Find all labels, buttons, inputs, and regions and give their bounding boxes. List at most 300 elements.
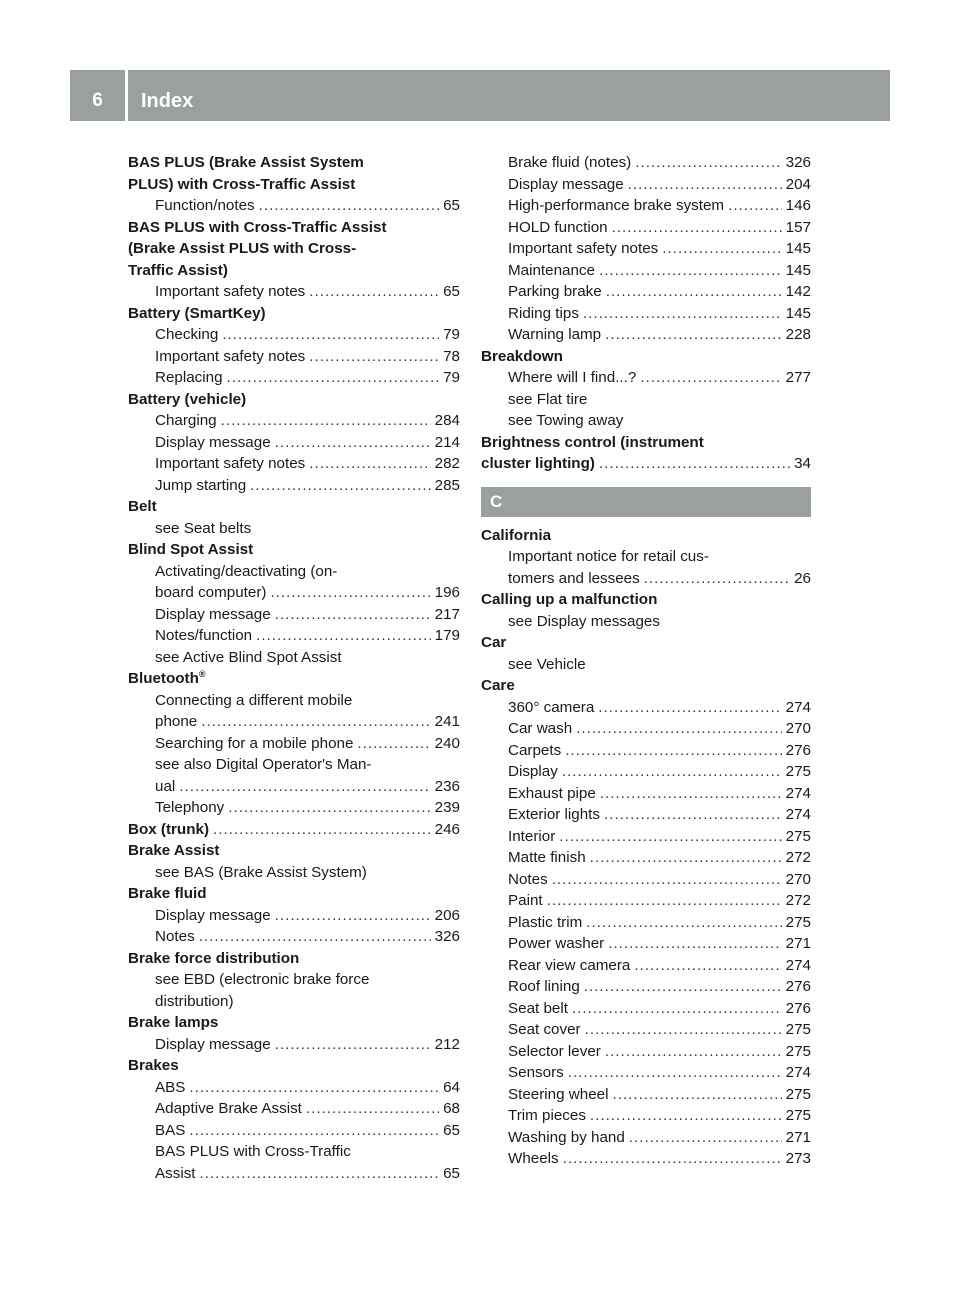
- index-entry: [128, 926, 460, 948]
- index-entry: [481, 238, 811, 260]
- index-heading-text: Calling up a malfunction: [481, 591, 658, 608]
- leader-dots: [590, 847, 782, 869]
- index-heading: [128, 840, 460, 862]
- page-reference: 271: [785, 935, 811, 952]
- leader-dots: [568, 1062, 782, 1084]
- index-entry-text: Sensors: [508, 1064, 564, 1081]
- page-header: [70, 70, 890, 121]
- index-subentry-text: distribution): [155, 992, 234, 1010]
- page-reference: 275: [785, 1021, 811, 1038]
- index-entry: [128, 1077, 460, 1099]
- page-reference: 79: [443, 326, 460, 343]
- index-entry-text: Maintenance: [508, 261, 595, 279]
- leader-dots: [644, 568, 790, 590]
- page-reference: 275: [785, 1042, 811, 1060]
- index-entry: [481, 324, 811, 346]
- index-entry: [481, 1062, 811, 1084]
- index-entry-text: Display message: [508, 175, 624, 193]
- page-reference: 142: [785, 283, 811, 300]
- index-subentry: [481, 546, 811, 568]
- leader-dots: [565, 740, 781, 762]
- index-subentry-text: see EBD (electronic brake force: [155, 971, 370, 988]
- leader-dots: [635, 152, 781, 174]
- index-entry-text: Trim pieces: [508, 1107, 586, 1124]
- leader-dots: [275, 604, 431, 626]
- index-entry: [481, 761, 811, 783]
- index-entry-text: Charging: [155, 412, 217, 429]
- index-entry-text: Plastic trim: [508, 913, 583, 931]
- index-entry-text: Notes/function: [155, 627, 253, 644]
- index-entry-text: Display message: [155, 906, 271, 924]
- index-entry-text: High-performance brake system: [508, 197, 725, 214]
- leader-dots: [270, 582, 430, 604]
- leader-dots: [605, 1041, 782, 1063]
- index-entry-text: Selector lever: [508, 1042, 601, 1060]
- index-entry: [481, 933, 811, 955]
- index-entry: [128, 1098, 460, 1120]
- index-heading: [481, 632, 811, 654]
- leader-dots: [309, 346, 439, 368]
- leader-dots: [189, 1120, 439, 1142]
- page-reference: 157: [785, 218, 811, 236]
- index-entry-text: Wheels: [508, 1150, 559, 1167]
- index-heading: [128, 152, 460, 174]
- leader-dots: [563, 1148, 782, 1170]
- leader-dots: [629, 1127, 782, 1149]
- index-heading: [128, 496, 460, 518]
- index-entry-text: Rear view camera: [508, 956, 631, 974]
- leader-dots: [213, 819, 431, 841]
- index-subentry: [481, 389, 811, 411]
- page-reference: 78: [443, 347, 460, 365]
- leader-dots: [598, 697, 781, 719]
- index-entry: [481, 1041, 811, 1063]
- index-heading: [481, 432, 811, 454]
- leader-dots: [586, 912, 781, 934]
- index-heading-text: Battery (SmartKey): [128, 304, 266, 322]
- index-entry-text: Notes: [508, 870, 548, 888]
- page-reference: 246: [434, 820, 460, 838]
- index-heading: [481, 346, 811, 368]
- page-number: 6: [92, 90, 103, 111]
- index-entry: [128, 582, 460, 604]
- leader-dots: [200, 1163, 440, 1185]
- page-reference: 65: [443, 1164, 460, 1182]
- leader-dots: [608, 933, 781, 955]
- leader-dots: [222, 324, 439, 346]
- index-entry: [128, 905, 460, 927]
- index-entry: [128, 324, 460, 346]
- leader-dots: [275, 432, 431, 454]
- index-heading: [481, 675, 811, 697]
- index-entry-text: Exterior lights: [508, 806, 601, 823]
- page-reference: 64: [443, 1078, 460, 1096]
- leader-dots: [559, 826, 781, 848]
- index-heading-text: (Brake Assist PLUS with Cross-: [128, 240, 357, 257]
- index-heading-text: BAS PLUS (Brake Assist System: [128, 154, 364, 171]
- index-heading-text: Brakes: [128, 1057, 179, 1074]
- index-heading-text: PLUS) with Cross-Traffic Assist: [128, 175, 356, 193]
- index-heading-text: Brake fluid: [128, 885, 207, 902]
- leader-dots: [640, 367, 781, 389]
- index-heading-entry: [128, 819, 460, 841]
- index-entry: [128, 346, 460, 368]
- leader-dots: [201, 711, 430, 733]
- index-subentry-text: Activating/deactivating (on-: [155, 562, 338, 580]
- index-subentry-text: see Active Blind Spot Assist: [155, 648, 342, 666]
- index-heading: [128, 217, 460, 239]
- page-reference: 179: [434, 627, 460, 644]
- page-reference: 214: [434, 433, 460, 451]
- index-heading: [128, 883, 460, 905]
- index-entry: [128, 776, 460, 798]
- index-entry: [481, 1105, 811, 1127]
- index-entry: [481, 998, 811, 1020]
- index-entry-text: Matte finish: [508, 849, 586, 866]
- index-heading: [481, 589, 811, 611]
- leader-dots: [576, 718, 782, 740]
- index-entry: [128, 1034, 460, 1056]
- page-reference: 326: [434, 928, 460, 945]
- index-heading: [128, 260, 460, 282]
- index-entry: [128, 1163, 460, 1185]
- index-entry: [481, 281, 811, 303]
- page-reference: 79: [443, 369, 460, 386]
- page-reference: 272: [785, 849, 811, 866]
- index-heading-entry: [481, 453, 811, 475]
- page-reference: 145: [785, 304, 811, 322]
- index-subentry-text: see also Digital Operator's Man-: [155, 756, 372, 773]
- index-heading: [128, 539, 460, 561]
- index-heading-text: Brightness control (instrument: [481, 433, 704, 451]
- header-divider: [125, 70, 128, 121]
- leader-dots: [562, 761, 782, 783]
- index-entry-text: Display: [508, 763, 558, 780]
- leader-dots: [256, 625, 431, 647]
- index-entry-text: Interior: [508, 827, 556, 845]
- page-reference: 276: [785, 999, 811, 1017]
- index-heading-text: Battery (vehicle): [128, 390, 247, 408]
- index-entry-text: ual: [155, 777, 176, 795]
- page-reference: 274: [785, 784, 811, 802]
- index-entry-text: Jump starting: [155, 476, 247, 494]
- index-heading: [128, 948, 460, 970]
- index-entry: [128, 432, 460, 454]
- index-entry-text: Seat cover: [508, 1021, 581, 1038]
- index-entry: [128, 733, 460, 755]
- page-reference: 65: [443, 197, 460, 214]
- index-entry: [481, 1019, 811, 1041]
- index-entry: [481, 260, 811, 282]
- index-entry-text: Roof lining: [508, 978, 580, 995]
- index-entry: [481, 174, 811, 196]
- leader-dots: [662, 238, 781, 260]
- index-entry-text: Assist: [155, 1164, 196, 1182]
- index-entry: [481, 955, 811, 977]
- page-reference: 275: [785, 913, 811, 931]
- index-entry-text: Paint: [508, 892, 543, 909]
- index-subentry-text: Important notice for retail cus-: [508, 548, 709, 565]
- index-entry-text: Warning lamp: [508, 326, 602, 343]
- leader-dots: [250, 475, 430, 497]
- leader-dots: [547, 890, 782, 912]
- leader-dots: [584, 976, 782, 998]
- page-reference: 275: [785, 763, 811, 780]
- index-entry-text: Where will I find...?: [508, 369, 637, 386]
- leader-dots: [199, 926, 431, 948]
- index-entry-text: Important safety notes: [155, 455, 306, 472]
- index-heading-text: Traffic Assist): [128, 261, 228, 279]
- index-entry-text: Brake fluid (notes): [508, 154, 632, 171]
- index-entry-text: HOLD function: [508, 218, 608, 236]
- index-heading-text: Belt: [128, 498, 157, 515]
- leader-dots: [309, 281, 439, 303]
- index-subentry-text: see Vehicle: [508, 655, 586, 673]
- index-subentry-text: see Display messages: [508, 612, 660, 630]
- leader-dots: [552, 869, 782, 891]
- index-entry-text: Important safety notes: [155, 347, 306, 365]
- page-reference: 275: [785, 827, 811, 845]
- leader-dots: [583, 303, 782, 325]
- index-heading-text: Care: [481, 677, 515, 694]
- index-entry-text: Notes: [155, 928, 195, 945]
- index-subentry: [128, 991, 460, 1013]
- index-subentry-text: see BAS (Brake Assist System): [155, 863, 367, 881]
- index-entry-text: phone: [155, 713, 198, 730]
- index-entry-text: Searching for a mobile phone: [155, 734, 354, 752]
- index-entry: [128, 604, 460, 626]
- page-reference: 277: [785, 369, 811, 386]
- index-column-right: [481, 152, 811, 1170]
- index-subentry-text: see Seat belts: [155, 519, 252, 537]
- index-heading-text: California: [481, 526, 552, 544]
- page-reference: 274: [785, 1064, 811, 1081]
- index-subentry-text: see Flat tire: [508, 390, 588, 408]
- index-entry: [481, 847, 811, 869]
- index-entry-text: Parking brake: [508, 283, 602, 300]
- leader-dots: [604, 804, 782, 826]
- leader-dots: [606, 281, 782, 303]
- index-heading-text: Brake force distribution: [128, 949, 300, 967]
- index-subentry: [128, 518, 460, 540]
- leader-dots: [600, 783, 782, 805]
- index-entry: [481, 976, 811, 998]
- index-entry-text: Display message: [155, 605, 271, 623]
- leader-dots: [572, 998, 782, 1020]
- index-entry-text: Seat belt: [508, 999, 568, 1017]
- registered-mark: ®: [198, 669, 206, 679]
- index-subentry: [128, 969, 460, 991]
- index-entry: [481, 1127, 811, 1149]
- page-reference: 26: [794, 569, 811, 587]
- index-subentry-text: see Towing away: [508, 412, 624, 429]
- index-entry-text: Important safety notes: [155, 283, 306, 300]
- index-subentry: [481, 654, 811, 676]
- index-subentry: [481, 611, 811, 633]
- index-heading-text: BAS PLUS with Cross-Traffic Assist: [128, 218, 387, 236]
- page-reference: 145: [785, 261, 811, 279]
- page-reference: 270: [785, 720, 811, 737]
- index-entry: [128, 281, 460, 303]
- index-entry: [481, 740, 811, 762]
- page-reference: 274: [785, 698, 811, 716]
- index-heading: [128, 1055, 460, 1077]
- index-entry-text: Replacing: [155, 369, 223, 386]
- index-entry-text: Car wash: [508, 720, 573, 737]
- index-entry-text: Washing by hand: [508, 1128, 625, 1146]
- index-subentry: [128, 561, 460, 583]
- index-subentry: [128, 754, 460, 776]
- index-heading-text: Brake lamps: [128, 1014, 219, 1031]
- index-entry: [481, 804, 811, 826]
- index-entry: [481, 303, 811, 325]
- index-entry-text: Display message: [155, 433, 271, 451]
- page-reference: 204: [785, 175, 811, 193]
- index-subentry: [128, 862, 460, 884]
- index-subentry: [481, 410, 811, 432]
- page-reference: 65: [443, 1121, 460, 1139]
- index-heading-text: Car: [481, 634, 507, 651]
- leader-dots: [259, 195, 439, 217]
- index-entry: [128, 410, 460, 432]
- leader-dots: [590, 1105, 782, 1127]
- leader-dots: [612, 217, 782, 239]
- index-entry-text: Riding tips: [508, 304, 579, 322]
- index-entry-text: Function/notes: [155, 197, 255, 214]
- page-reference: 276: [785, 978, 811, 995]
- page-reference: 326: [785, 154, 811, 171]
- index-entry: [128, 625, 460, 647]
- leader-dots: [179, 776, 430, 798]
- leader-dots: [634, 955, 781, 977]
- index-entry-text: Exhaust pipe: [508, 784, 596, 802]
- page-reference: 271: [785, 1128, 811, 1146]
- index-entry-text: Telephony: [155, 799, 225, 816]
- index-entry-text: Display message: [155, 1035, 271, 1053]
- page-reference: 196: [434, 584, 460, 601]
- index-entry: [481, 568, 811, 590]
- index-entry: [481, 890, 811, 912]
- index-entry: [481, 367, 811, 389]
- index-subentry: [128, 1141, 460, 1163]
- page-reference: 241: [434, 713, 460, 730]
- index-entry: [481, 1084, 811, 1106]
- index-entry: [128, 475, 460, 497]
- page-reference: 146: [785, 197, 811, 214]
- leader-dots: [275, 905, 431, 927]
- index-entry: [481, 152, 811, 174]
- page-reference: 274: [785, 806, 811, 823]
- page-reference: 239: [434, 799, 460, 816]
- leader-dots: [599, 260, 782, 282]
- index-entry-text: cluster lighting): [481, 455, 595, 472]
- index-heading: [128, 389, 460, 411]
- leader-dots: [728, 195, 782, 217]
- index-column-left: [128, 152, 460, 1184]
- page-reference: 272: [785, 892, 811, 909]
- page-reference: 275: [785, 1107, 811, 1124]
- index-entry: [481, 826, 811, 848]
- index-heading: [481, 525, 811, 547]
- index-entry-text: Power washer: [508, 935, 605, 952]
- leader-dots: [189, 1077, 439, 1099]
- leader-dots: [612, 1084, 781, 1106]
- page-reference: 145: [785, 240, 811, 257]
- page-reference: 228: [785, 326, 811, 343]
- page-reference: 276: [785, 741, 811, 759]
- index-heading: [128, 174, 460, 196]
- page-reference: 206: [434, 906, 460, 924]
- index-entry: [481, 697, 811, 719]
- page-reference: 212: [434, 1035, 460, 1053]
- index-entry-text: Carpets: [508, 741, 562, 759]
- leader-dots: [357, 733, 430, 755]
- leader-dots: [309, 453, 430, 475]
- index-entry: [481, 718, 811, 740]
- index-entry: [481, 1148, 811, 1170]
- index-heading-text: Bluetooth: [128, 670, 199, 687]
- page-reference: 217: [434, 605, 460, 623]
- index-entry: [128, 367, 460, 389]
- page-reference: 240: [434, 734, 460, 752]
- index-entry: [128, 1120, 460, 1142]
- page-title: Index: [141, 90, 194, 112]
- page-reference: 270: [785, 870, 811, 888]
- page-reference: 68: [443, 1100, 460, 1117]
- page-reference: 65: [443, 283, 460, 300]
- index-heading: [128, 303, 460, 325]
- index-entry: [128, 453, 460, 475]
- index-entry: [128, 797, 460, 819]
- leader-dots: [227, 367, 440, 389]
- section-letter-heading: C: [481, 487, 811, 517]
- index-entry: [128, 711, 460, 733]
- page-reference: 285: [434, 476, 460, 494]
- page-reference: 282: [434, 455, 460, 472]
- leader-dots: [228, 797, 430, 819]
- page-reference: 273: [785, 1150, 811, 1167]
- index-heading: [128, 668, 460, 690]
- leader-dots: [628, 174, 782, 196]
- index-heading-text: Blind Spot Assist: [128, 541, 254, 558]
- leader-dots: [599, 453, 790, 475]
- page-reference: 236: [434, 777, 460, 795]
- index-entry: [481, 195, 811, 217]
- index-entry-text: board computer): [155, 584, 267, 601]
- index-entry: [481, 783, 811, 805]
- index-entry-text: Important safety notes: [508, 240, 659, 257]
- page-reference: 34: [794, 455, 811, 472]
- index-entry-text: ABS: [155, 1078, 186, 1096]
- index-entry-text: 360° camera: [508, 698, 595, 716]
- leader-dots: [221, 410, 431, 432]
- page-reference: 275: [785, 1085, 811, 1103]
- index-entry-text: Box (trunk): [128, 820, 209, 838]
- index-entry: [128, 195, 460, 217]
- leader-dots: [585, 1019, 782, 1041]
- index-entry-text: Checking: [155, 326, 219, 343]
- index-subentry-text: Connecting a different mobile: [155, 691, 353, 709]
- index-entry: [481, 217, 811, 239]
- index-heading: [128, 238, 460, 260]
- index-heading-text: Breakdown: [481, 347, 563, 365]
- index-entry-text: BAS: [155, 1121, 186, 1139]
- index-heading-text: Brake Assist: [128, 842, 220, 859]
- index-subentry-text: BAS PLUS with Cross-Traffic: [155, 1143, 351, 1160]
- page-reference: 284: [434, 412, 460, 429]
- index-heading: [128, 1012, 460, 1034]
- index-entry-text: Adaptive Brake Assist: [155, 1100, 302, 1117]
